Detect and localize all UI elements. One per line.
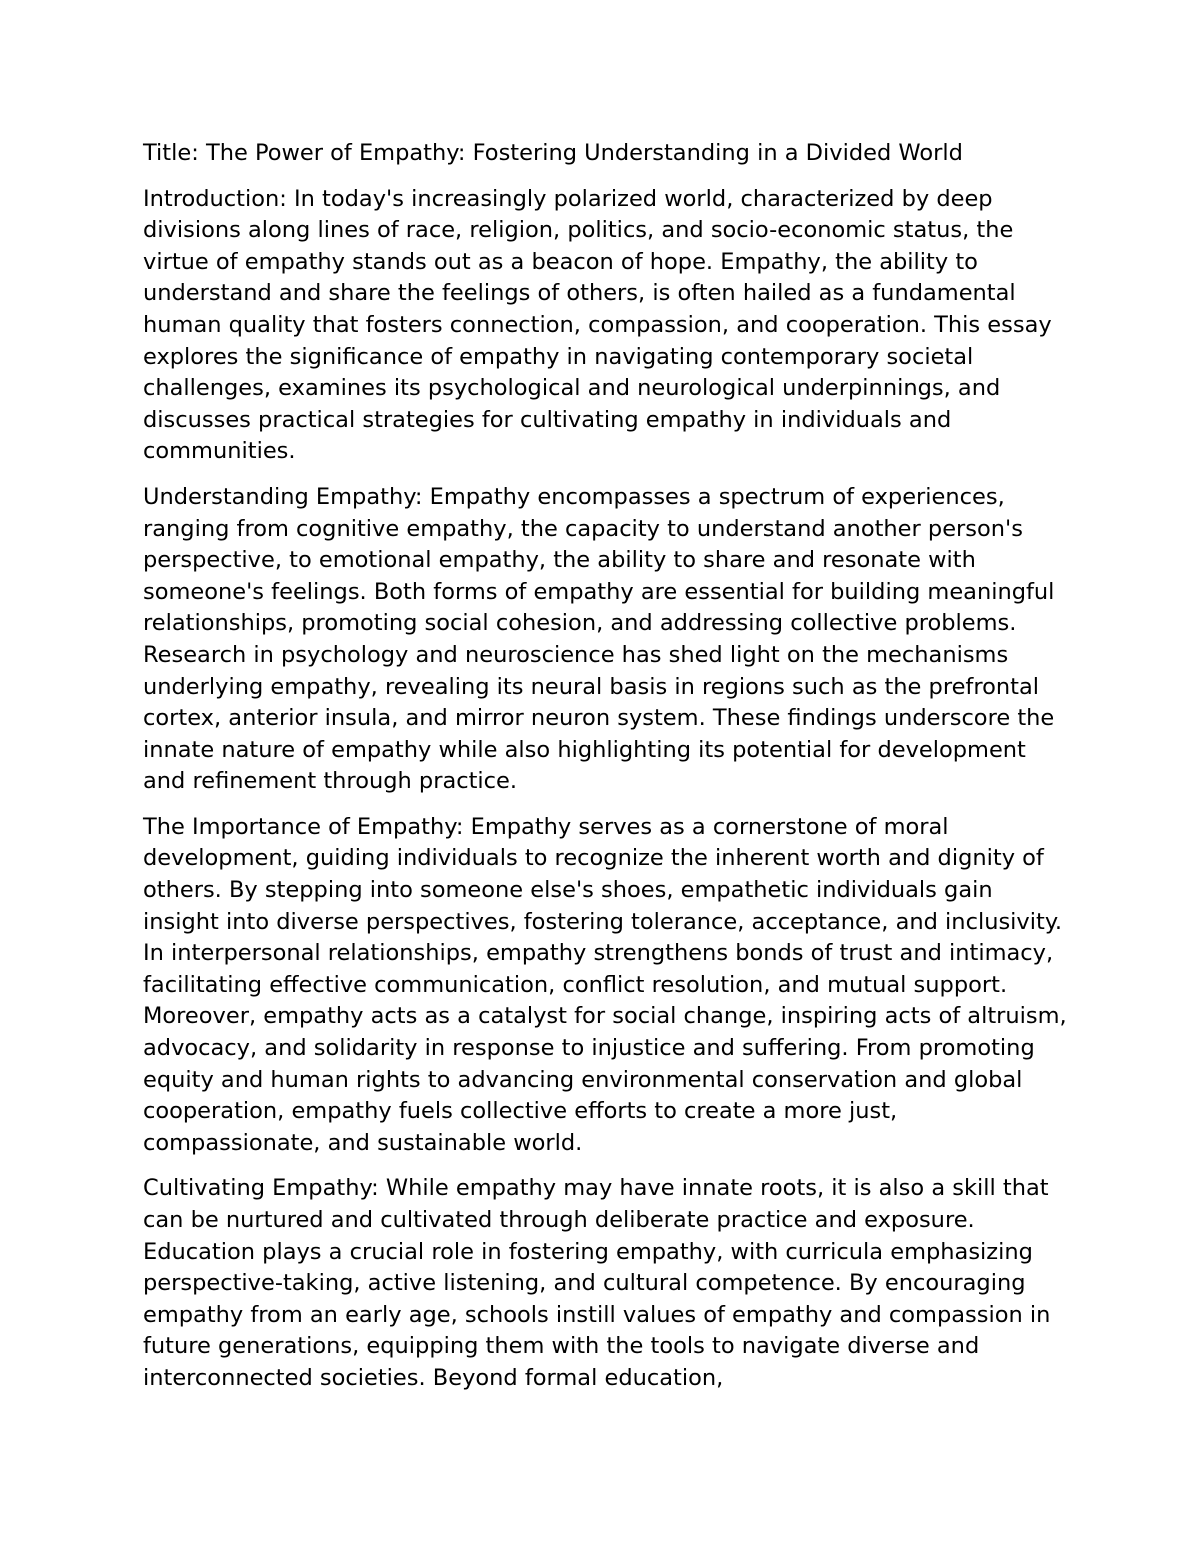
document-body [143, 138, 1068, 1409]
paragraph-cultivating-empathy: Cultivating Empathy: While empathy may have innate roots, it is also a skill that can be nurtured and cultivated through deliberate practice and exposure. Education plays a crucial role in fostering empathy, with curricula emphasizing perspective-taking, active listening, and cultural competence. By encouraging empathy from an early age, schools instill values of empathy and compassion in future generations, equipping them with the tools to navigate diverse and interconnected societies. Beyond formal education, [143, 1175, 1051, 1391]
paragraph-importance-of-empathy: The Importance of Empathy: Empathy serves as a cornerstone of moral development, guiding individuals to recognize the inherent worth and dignity of others. By stepping into someone else's shoes, empathetic individuals gain insight into diverse perspectives, fostering tolerance, acceptance, and inclusivity. In interpersonal relationships, empathy strengthens bonds of trust and intimacy, facilitating effective communication, conflict resolution, and mutual support. Moreover, empathy acts as a catalyst for social change, inspiring acts of altruism, advocacy, and solidarity in response to injustice and suffering. From promoting equity and human rights to advancing environmental conservation and global cooperation, empathy fuels collective efforts to create a more just, compassionate, and sustainable world. [143, 813, 1067, 1156]
paragraph-understanding-empathy: Understanding Empathy: Empathy encompasses a spectrum of experiences, ranging from cognitive empathy, the capacity to understand another person's perspective, to emotional empathy, the ability to share and resonate with someone's feelings. Both forms of empathy are essential for building meaningful relationships, promoting social cohesion, and addressing collective problems. Research in psychology and neuroscience has shed light on the mechanisms underlying empathy, revealing its neural basis in regions such as the prefrontal cortex, anterior insula, and mirror neuron system. These findings underscore the innate nature of empathy while also highlighting its potential for development and refinement through practice. [143, 483, 1055, 795]
paragraph-introduction: Introduction: In today's increasingly polarized world, characterized by deep divisions along lines of race, religion, politics, and socio-economic status, the virtue of empathy stands out as a beacon of hope. Empathy, the ability to understand and share the feelings of others, is often hailed as a fundamental human quality that fosters connection, compassion, and cooperation. This essay explores the significance of empathy in navigating contemporary societal challenges, examines its psychological and neurological underpinnings, and discusses practical strategies for cultivating empathy in individuals and communities. [143, 185, 1052, 465]
document-title: Title: The Power of Empathy: Fostering Understanding in a Divided World [143, 140, 963, 166]
